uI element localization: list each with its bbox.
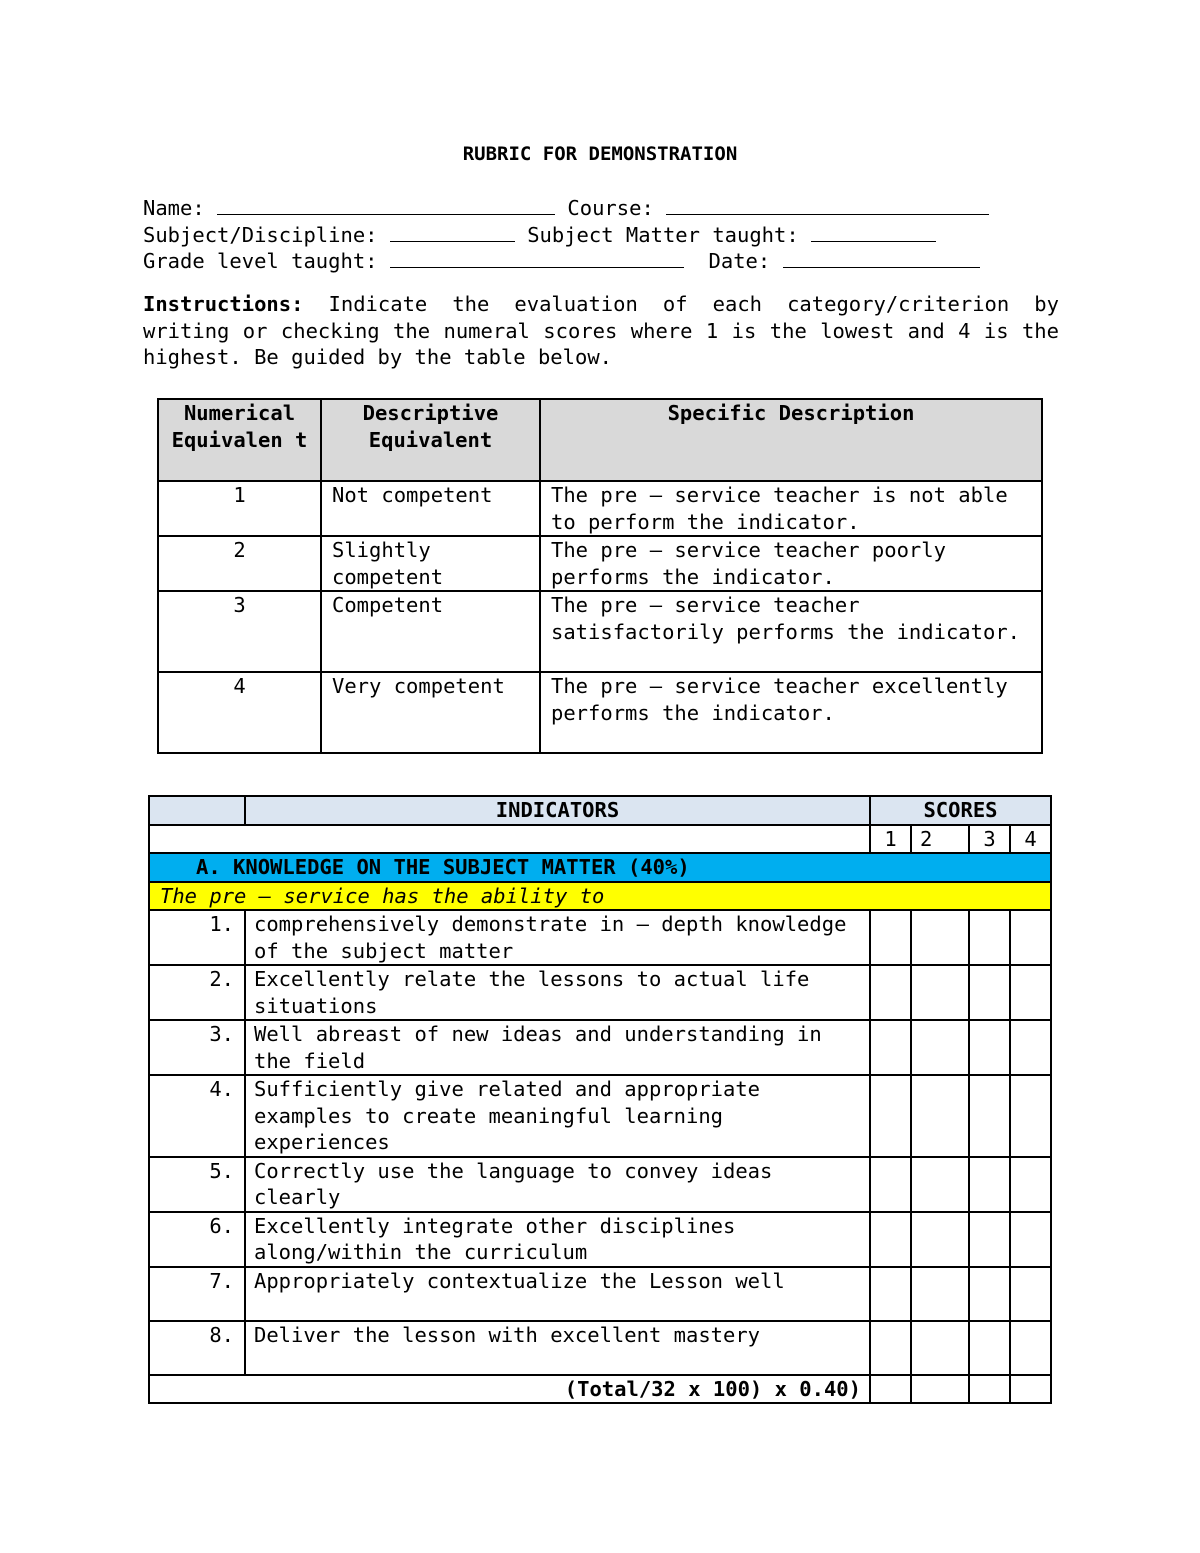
page-title: RUBRIC FOR DEMONSTRATION	[462, 143, 738, 165]
scale-header-specific: Specific Description	[540, 399, 1042, 481]
score-cell-4[interactable]	[1010, 910, 1051, 965]
score-col-4: 4	[1010, 825, 1051, 854]
scale-row	[158, 481, 1042, 536]
instructions-text: Indicate the evaluation of each category/criterion by writing or checking the numeral scores where 1 is the lowest and 4 is the highest. Be guided by the table below.	[143, 292, 1059, 369]
score-cell-1[interactable]	[870, 1212, 911, 1267]
item-text: Well abreast of new ideas and understanding in the field	[245, 1020, 870, 1075]
score-cell-3[interactable]	[969, 1075, 1010, 1157]
score-cell-3[interactable]	[969, 1020, 1010, 1075]
scale-header-row	[158, 399, 1042, 481]
score-cell-4[interactable]	[1010, 965, 1051, 1020]
subheading-row	[149, 882, 1051, 911]
item-index: 6.	[149, 1212, 245, 1267]
scale-desc: Not competent	[321, 481, 540, 536]
score-columns-blank	[149, 825, 870, 854]
score-cell-3[interactable]	[969, 1212, 1010, 1267]
score-cell-1[interactable]	[870, 1157, 911, 1212]
indicator-header-row	[149, 796, 1051, 825]
subheading: The pre – service has the ability to	[149, 882, 1051, 911]
scale-header-numerical: Numerical Equivalen t	[158, 399, 321, 481]
section-title: A. KNOWLEDGE ON THE SUBJECT MATTER (40%)	[149, 853, 1051, 882]
score-columns-row	[149, 825, 1051, 854]
scale-row	[158, 591, 1042, 672]
scale-table	[157, 398, 1043, 754]
scale-row	[158, 536, 1042, 591]
score-col-3: 3	[969, 825, 1010, 854]
table-row	[149, 1321, 1051, 1375]
item-index: 1.	[149, 910, 245, 965]
grade-label: Grade level taught:	[143, 249, 378, 273]
scale-num: 1	[158, 481, 321, 536]
score-col-1: 1	[870, 825, 911, 854]
table-row	[149, 910, 1051, 965]
score-cell-1[interactable]	[870, 1267, 911, 1321]
score-cell-2[interactable]	[911, 910, 969, 965]
matter-field[interactable]	[811, 221, 936, 242]
score-cell-1[interactable]	[870, 1020, 911, 1075]
instructions-label: Instructions:	[143, 292, 304, 316]
score-cell-2[interactable]	[911, 1212, 969, 1267]
item-index: 7.	[149, 1267, 245, 1321]
score-cell-4[interactable]	[1010, 1267, 1051, 1321]
fields-row-1	[143, 194, 1023, 221]
indicator-table	[148, 795, 1052, 1404]
grade-field[interactable]	[390, 247, 684, 268]
item-index: 2.	[149, 965, 245, 1020]
score-cell-4[interactable]	[1010, 1075, 1051, 1157]
table-row	[149, 1020, 1051, 1075]
item-index: 4.	[149, 1075, 245, 1157]
item-text: Excellently relate the lessons to actual life situations	[245, 965, 870, 1020]
score-cell-3[interactable]	[969, 910, 1010, 965]
score-cell-4[interactable]	[1010, 1321, 1051, 1375]
score-cell-3[interactable]	[969, 965, 1010, 1020]
score-cell-3[interactable]	[969, 1267, 1010, 1321]
score-cell-3[interactable]	[969, 1157, 1010, 1212]
item-index: 5.	[149, 1157, 245, 1212]
scale-desc: Very competent	[321, 672, 540, 753]
scale-header-descriptive: Descriptive Equivalent	[321, 399, 540, 481]
table-row	[149, 1212, 1051, 1267]
scale-desc: Competent	[321, 591, 540, 672]
item-text: Deliver the lesson with excellent mastery	[245, 1321, 870, 1375]
score-cell-1[interactable]	[870, 910, 911, 965]
score-cell-3[interactable]	[969, 1321, 1010, 1375]
item-text: Appropriately contextualize the Lesson well	[245, 1267, 870, 1321]
section-row	[149, 853, 1051, 882]
score-cell-1[interactable]	[870, 1321, 911, 1375]
item-index: 3.	[149, 1020, 245, 1075]
table-row	[149, 1157, 1051, 1212]
table-row	[149, 1267, 1051, 1321]
scale-spec: The pre – service teacher satisfactorily performs the indicator.	[540, 591, 1042, 672]
subject-label: Subject/Discipline:	[143, 222, 378, 247]
score-cell-2[interactable]	[911, 1157, 969, 1212]
instructions	[143, 291, 1059, 371]
scale-spec: The pre – service teacher is not able to perform the indicator.	[540, 481, 1042, 536]
name-field[interactable]	[217, 194, 555, 215]
course-field[interactable]	[666, 194, 989, 215]
total-label: (Total/32 x 100) x 0.40)	[149, 1375, 870, 1404]
table-row	[149, 1075, 1051, 1157]
item-text: comprehensively demonstrate in – depth knowledge of the subject matter	[245, 910, 870, 965]
matter-label: Subject Matter taught:	[527, 222, 799, 247]
fields-row-3	[143, 247, 1023, 274]
item-text: Correctly use the language to convey ideas clearly	[245, 1157, 870, 1212]
scale-spec: The pre – service teacher excellently performs the indicator.	[540, 672, 1042, 753]
total-row	[149, 1375, 1051, 1404]
item-text: Excellently integrate other disciplines along/within the curriculum	[245, 1212, 870, 1267]
item-text: Sufficiently give related and appropriate examples to create meaningful learning experiences	[245, 1075, 870, 1157]
subject-field[interactable]	[390, 221, 515, 242]
score-cell-2[interactable]	[911, 965, 969, 1020]
score-cell-4[interactable]	[1010, 1020, 1051, 1075]
indicator-header-blank	[149, 796, 245, 825]
fields-row-2	[143, 221, 1023, 248]
score-cell-4[interactable]	[1010, 1157, 1051, 1212]
score-cell-2[interactable]	[911, 1267, 969, 1321]
scores-header: SCORES	[870, 796, 1051, 825]
date-field[interactable]	[783, 247, 980, 268]
score-cell-2[interactable]	[911, 1075, 969, 1157]
course-label: Course:	[567, 196, 654, 220]
score-cell-1[interactable]	[870, 965, 911, 1020]
total-cell-1[interactable]	[870, 1375, 911, 1404]
name-label: Name:	[143, 196, 205, 220]
info-fields	[143, 194, 1023, 274]
total-cell-3[interactable]	[969, 1375, 1010, 1404]
score-cell-2[interactable]	[911, 1321, 969, 1375]
score-col-2: 2	[911, 825, 969, 854]
indicators-header: INDICATORS	[245, 796, 870, 825]
score-cell-1[interactable]	[870, 1075, 911, 1157]
scale-num: 3	[158, 591, 321, 672]
date-label: Date:	[708, 249, 771, 273]
total-cell-4[interactable]	[1010, 1375, 1051, 1404]
scale-num: 4	[158, 672, 321, 753]
score-cell-2[interactable]	[911, 1020, 969, 1075]
scale-spec: The pre – service teacher poorly performs the indicator.	[540, 536, 1042, 591]
scale-desc: Slightly competent	[321, 536, 540, 591]
scale-num: 2	[158, 536, 321, 591]
item-index: 8.	[149, 1321, 245, 1375]
scale-row	[158, 672, 1042, 753]
table-row	[149, 965, 1051, 1020]
total-cell-2[interactable]	[911, 1375, 969, 1404]
score-cell-4[interactable]	[1010, 1212, 1051, 1267]
